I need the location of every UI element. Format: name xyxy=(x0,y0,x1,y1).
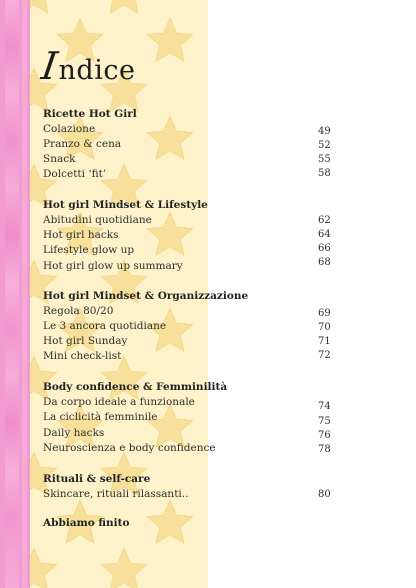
toc-page-number: 74 xyxy=(318,401,331,412)
toc-page-number: 66 xyxy=(318,243,331,254)
toc-page-number: 64 xyxy=(318,229,331,240)
toc-entry: Neuroscienza e body confidence xyxy=(43,442,216,454)
toc-page-number: 52 xyxy=(318,140,331,151)
toc-page-number: 55 xyxy=(318,154,331,165)
toc-entry: Hot girl Sunday xyxy=(43,335,128,347)
toc-entry: Abitudini quotidiane xyxy=(43,214,152,226)
toc-page-number: 78 xyxy=(318,444,331,455)
toc-entry: Hot girl glow up summary xyxy=(43,260,183,272)
title-rest: ndice xyxy=(58,55,136,86)
toc-entry: Snack xyxy=(43,153,76,165)
section-heading: Abbiamo finito xyxy=(43,517,130,529)
title-initial: I xyxy=(38,44,61,88)
toc-entry: Colazione xyxy=(43,123,96,135)
toc-entry: Regola 80/20 xyxy=(43,305,114,317)
toc-entry: Le 3 ancora quotidiane xyxy=(43,320,167,332)
toc-entry: Hot girl hacks xyxy=(43,229,119,241)
toc-page-number: 68 xyxy=(318,257,331,268)
toc-page-number: 58 xyxy=(318,168,331,179)
section-heading: Hot girl Mindset & Organizzazione xyxy=(43,290,249,302)
toc-page-number: 71 xyxy=(318,336,331,347)
toc-page-number: 75 xyxy=(318,416,331,427)
toc-entry: Dolcetti ‘fit’ xyxy=(43,168,107,180)
toc-page-number: 69 xyxy=(318,308,331,319)
toc-entry: Pranzo & cena xyxy=(43,138,122,150)
section-heading: Body confidence & Femminilità xyxy=(43,381,228,393)
section-heading: Ricette Hot Girl xyxy=(43,108,137,120)
toc-page-number: 76 xyxy=(318,430,331,441)
toc-entry: Skincare, rituali rilassanti.. xyxy=(43,488,189,500)
toc-page-number: 70 xyxy=(318,322,331,333)
toc-page-number: 72 xyxy=(318,350,331,361)
toc-entry: La ciclicità femminile xyxy=(43,411,158,423)
section-heading: Hot girl Mindset & Lifestyle xyxy=(43,199,208,211)
toc-entry: Da corpo ideale a funzionale xyxy=(43,396,195,408)
toc-page-number: 62 xyxy=(318,215,331,226)
section-heading: Rituali & self-care xyxy=(43,473,151,485)
toc-entry: Daily hacks xyxy=(43,427,105,439)
toc-entry: Mini check-list xyxy=(43,350,122,362)
toc-entry: Lifestyle glow up xyxy=(43,244,135,256)
toc-page-number: 80 xyxy=(318,489,331,500)
toc-page-number: 49 xyxy=(318,126,331,137)
